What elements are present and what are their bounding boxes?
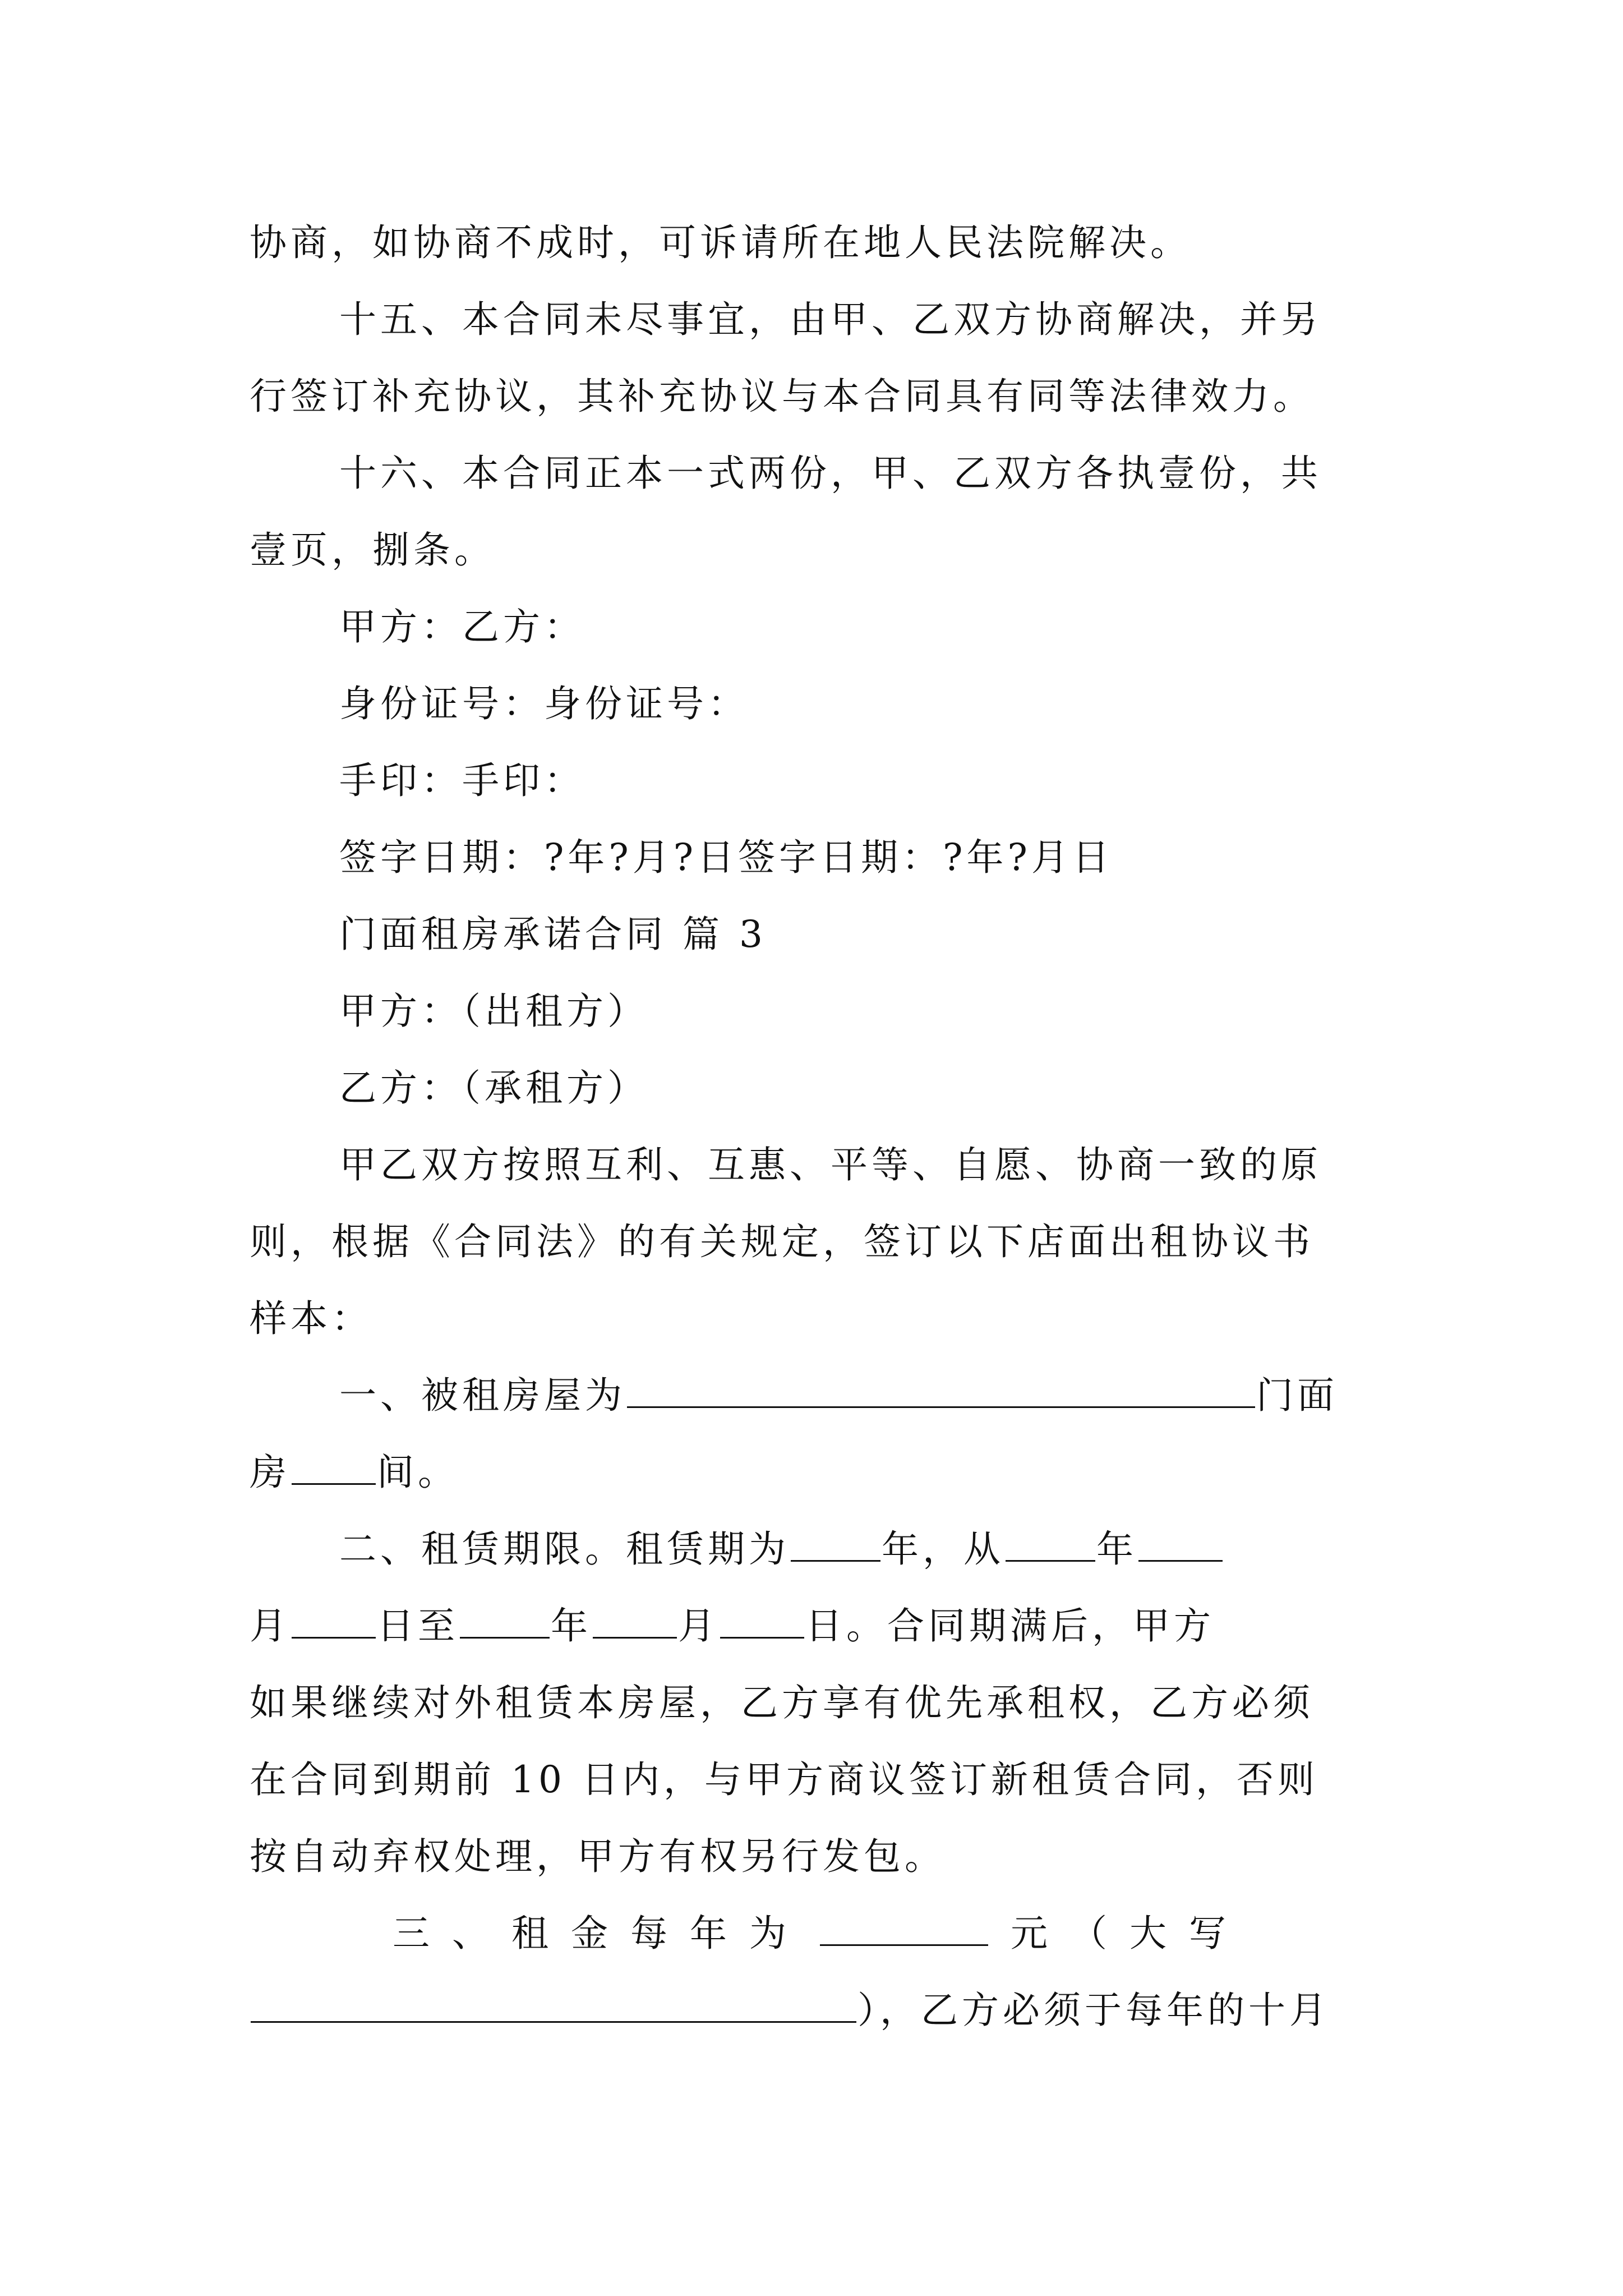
month-label-2: 月	[678, 1604, 719, 1648]
clause-15-line-2: 行签订补充协议，其补充协议与本合同具有同等法律效力。	[250, 375, 1314, 418]
intro-line-3: 样本：	[250, 1297, 372, 1340]
clause-16-line-2: 壹页，捌条。	[250, 528, 495, 572]
party-a-line: 甲方：（出租方）	[339, 990, 648, 1033]
clause-2-line-4: 在合同到期前 10 日内，与甲方商议签订新租赁合同，否则	[250, 1758, 1318, 1801]
clause-1-text-end: 门面	[1256, 1374, 1338, 1417]
clause-1-room-text: 房	[250, 1451, 291, 1494]
paragraph-line: 协商，如协商不成时，可诉请所在地人民法院解决。	[250, 221, 1191, 264]
end-day-blank	[720, 1604, 804, 1639]
clause-2-line-1	[339, 1527, 1394, 1572]
end-year-blank	[460, 1604, 550, 1639]
signing-date-line: 签字日期：?年?月?日签字日期：?年?月日	[339, 836, 1113, 879]
intro-line-2: 则，根据《合同法》的有关规定，签订以下店面出租协议书	[250, 1220, 1314, 1263]
clause-16-line-1: 十六、本合同正本一式两份，甲、乙双方各执壹份，共	[339, 452, 1322, 495]
rent-amount-blank	[820, 1912, 988, 1946]
room-count-blank	[292, 1451, 376, 1485]
party-signature-line: 甲方：乙方：	[339, 605, 585, 648]
id-number-line: 身份证号：身份证号：	[339, 682, 749, 725]
start-month-blank	[1138, 1527, 1223, 1562]
clause-3-uppercase-label: 元（大写	[1011, 1912, 1248, 1955]
clause-2-year-label: 年	[1096, 1527, 1137, 1571]
clause-2-continue: 日。合同期满后，甲方	[805, 1604, 1215, 1648]
clause-1-room-unit: 间。	[377, 1451, 459, 1494]
party-b-line: 乙方：（承租方）	[339, 1066, 648, 1110]
clause-15-line-1: 十五、本合同未尽事宜，由甲、乙双方协商解决，并另	[339, 298, 1322, 341]
clause-1-text: 一、被租房屋为	[339, 1374, 626, 1417]
start-day-blank	[292, 1604, 376, 1639]
fingerprint-line: 手印：手印：	[339, 759, 585, 802]
clause-2-line-2	[250, 1604, 1394, 1649]
clause-1-line-1	[339, 1373, 1394, 1418]
clause-2-line-5: 按自动弃权处理，甲方有权另行发包。	[250, 1835, 946, 1878]
to-label: 日至	[377, 1604, 459, 1648]
clause-1-line-2	[250, 1450, 1394, 1495]
rent-uppercase-blank	[251, 1989, 856, 2023]
house-blank	[627, 1374, 1255, 1408]
end-month-blank	[593, 1604, 677, 1639]
clause-2-line-3: 如果继续对外租赁本房屋，乙方享有优先承租权，乙方必须	[250, 1681, 1314, 1724]
clause-3-payment-text: ），乙方必须于每年的十月	[857, 1989, 1330, 2032]
year-label: 年	[551, 1604, 592, 1648]
clause-3-line-2	[250, 1988, 1394, 2033]
contract-heading: 门面租房承诺合同 篇 3	[339, 913, 767, 956]
intro-line-1: 甲乙双方按照互利、互惠、平等、自愿、协商一致的原	[339, 1143, 1322, 1186]
clause-3-line-1	[393, 1911, 1394, 1956]
clause-2-from: 年，从	[882, 1527, 1004, 1571]
start-year-blank	[1006, 1527, 1095, 1562]
term-years-blank	[791, 1527, 880, 1562]
month-label: 月	[250, 1604, 291, 1648]
clause-2-text: 二、租赁期限。租赁期为	[339, 1527, 790, 1571]
clause-3-text: 三、租金每年为	[393, 1912, 809, 1955]
